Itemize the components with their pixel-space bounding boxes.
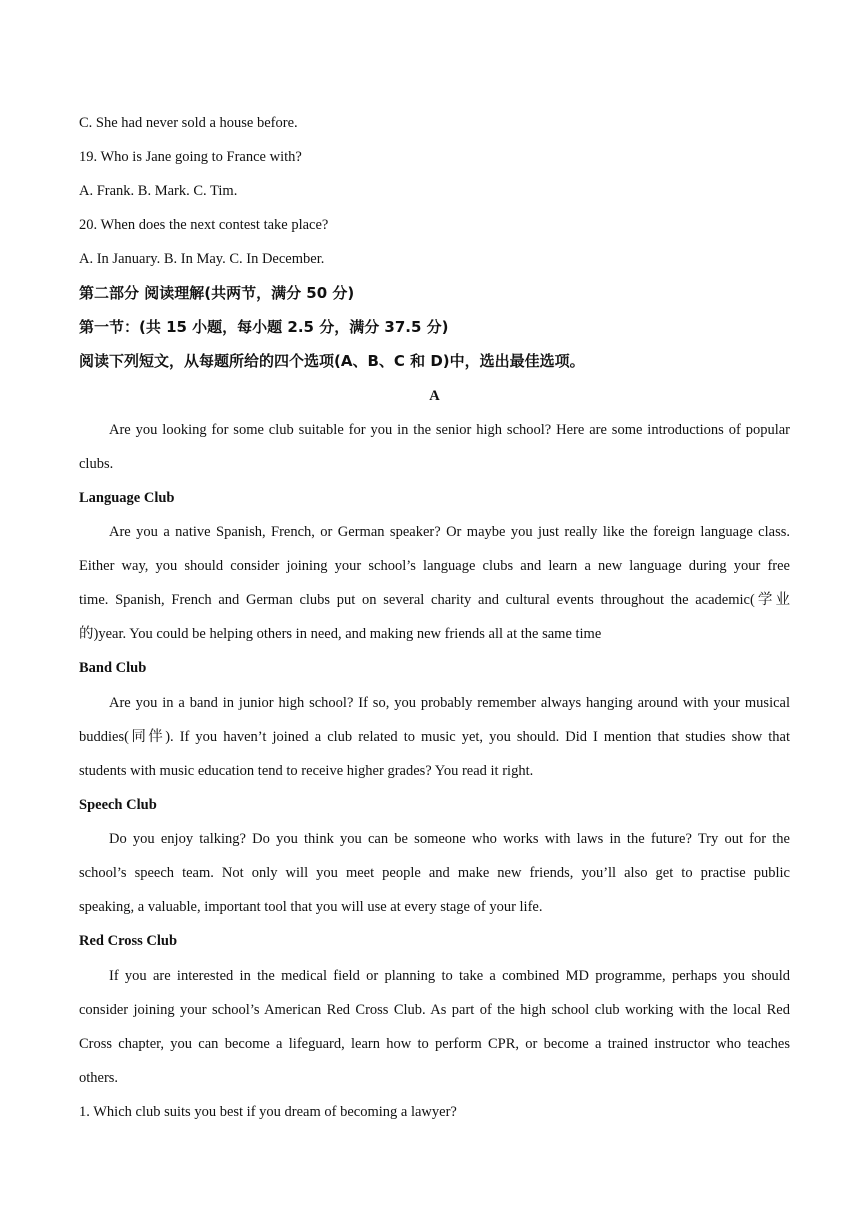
passage-intro-line-1: Are you looking for some club suitable for you in the senior high school? Here are some introductions of popular	[109, 422, 790, 438]
paragraph-line: Cross chapter, you can become a lifeguard, learn how to perform CPR, or become a trained instructor who teaches	[79, 1036, 790, 1052]
q19-question: 19. Who is Jane going to France with?	[79, 149, 302, 165]
paragraph-line: students with music education tend to receive higher grades? You read it right.	[79, 763, 534, 779]
paragraph-line: Either way, you should consider joining your school’s language clubs and learn a new language during your free	[79, 558, 790, 574]
club-heading-language: Language Club	[79, 490, 175, 506]
q20-options: A. In January. B. In May. C. In December.	[79, 251, 325, 267]
passage-label: A	[429, 388, 440, 404]
club-heading-speech: Speech Club	[79, 797, 157, 813]
paragraph-line: 的)year. You could be helping others in need, and making new friends all at the same time	[79, 626, 602, 642]
paragraph-line: speaking, a valuable, important tool that you will use at every stage of your life.	[79, 899, 543, 915]
paragraph-line: Are you in a band in junior high school? If so, you probably remember always hanging around with your musical	[109, 695, 790, 711]
question-1: 1. Which club suits you best if you dream of becoming a lawyer?	[79, 1104, 457, 1120]
section-subtitle: 第一节：(共 15 小题，每小题 2.5 分，满分 37.5 分)	[79, 318, 449, 336]
q18-option-c: C. She had never sold a house before.	[79, 115, 298, 131]
q19-options: A. Frank. B. Mark. C. Tim.	[79, 183, 238, 199]
paragraph-line: Are you a native Spanish, French, or German speaker? Or maybe you just really like the foreign language class.	[109, 524, 790, 540]
passage-intro-line-2: clubs.	[79, 456, 114, 472]
paragraph-line: others.	[79, 1070, 119, 1086]
section-instruction: 阅读下列短文，从每题所给的四个选项(A、B、C 和 D)中，选出最佳选项。	[79, 352, 585, 370]
paragraph-line: If you are interested in the medical field or planning to take a combined MD programme, perhaps you should	[109, 968, 790, 984]
club-heading-red-cross: Red Cross Club	[79, 933, 178, 949]
q20-question: 20. When does the next contest take place?	[79, 217, 329, 233]
paragraph-line: Do you enjoy talking? Do you think you can be someone who works with laws in the future? Try out for the	[109, 831, 790, 847]
paragraph-line: school’s speech team. Not only will you meet people and make new friends, you’ll also get to practise public	[79, 865, 790, 881]
paragraph-line: time. Spanish, French and German clubs put on several charity and cultural events throughout the academic(学业	[79, 592, 790, 608]
part-title: 第二部分 阅读理解(共两节，满分 50 分)	[79, 284, 355, 302]
paragraph-line: buddies(同伴). If you haven’t joined a club related to music yet, you should. Did I mention that studies show that	[79, 729, 790, 745]
paragraph-line: consider joining your school’s American Red Cross Club. As part of the high school club working with the local Red	[79, 1002, 790, 1018]
club-heading-band: Band Club	[79, 660, 147, 676]
